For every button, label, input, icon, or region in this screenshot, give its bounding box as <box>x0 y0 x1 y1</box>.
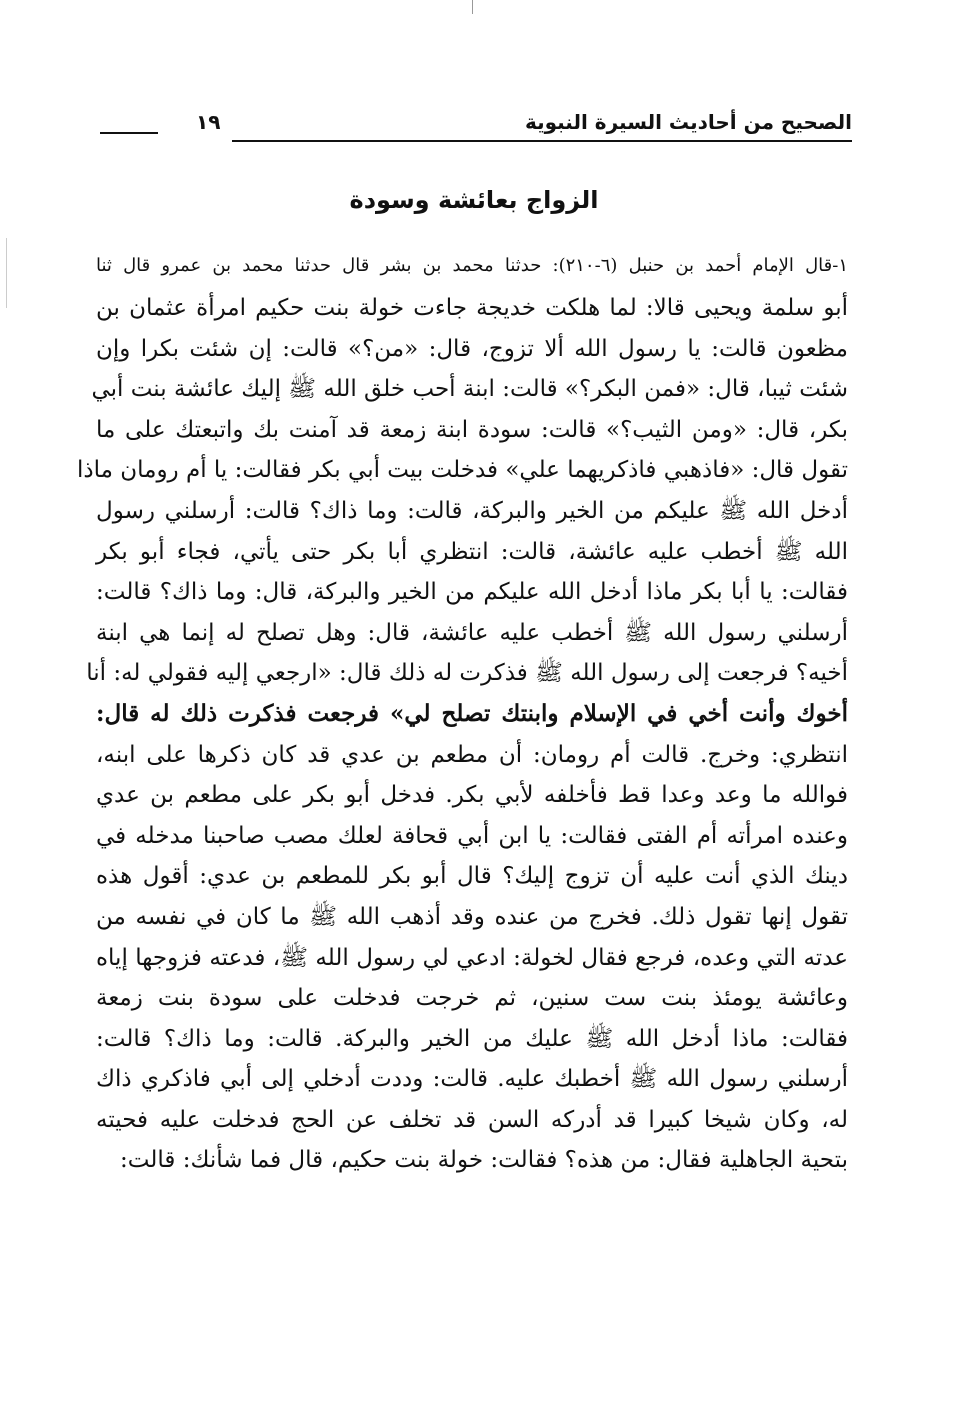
text-line: له، وكان شيخا كبيرا قد أدركه السن قد تخلف عن الحج فدخلت عليه فحيته <box>96 1106 848 1133</box>
text-line: أخوك وأنت أخي في الإسلام وابنتك تصلح لي» فرجعت فذكرت ذلك له قال: <box>96 699 848 727</box>
text-line: وعائشة يومئذ بنت ست سنين، ثم خرجت فدخلت على سودة بنت زمعة <box>96 985 848 1012</box>
text-line: أبو سلمة ويحيى قالا: لما هلكت خديجة جاءت خولة بنت حكيم امرأة عثمان بن <box>96 295 848 321</box>
text-line: تقول إنها تقول ذلك. فخرج من عنده وقد أذهب الله ﷺ ما كان في نفسه من <box>96 903 848 930</box>
page-number-rule <box>100 132 158 134</box>
header-rule <box>232 140 852 142</box>
page-header <box>96 106 852 146</box>
scan-top-mark <box>472 0 473 14</box>
text-line: فقالت: ماذا أدخل الله ﷺ عليك من الخير والبركة. قالت: وما ذاك؟ قالت: <box>96 1025 848 1052</box>
text-line: فوالله ما وعد وعدا قط فأخلفه لأبي بكر. فدخل أبو بكر على مطعم بن عدي <box>96 782 848 809</box>
text-line: بتحية الجاهلية فقال: من هذه؟ فقالت: خولة بنت حكيم، قال فما شأنك: قالت: <box>120 1147 848 1174</box>
body-text <box>76 244 848 1181</box>
text-line: شئت ثيبا، قال: «فمن البكر؟» قالت: ابنة أحب خلق الله ﷺ إليك عائشة بنت أبي <box>91 376 848 403</box>
text-line: أرسلني رسول الله ﷺ أخطبك عليه. قالت: وددت أدخلي إلى أبي فاذكري ذاك <box>96 1066 848 1093</box>
text-line: ١-قال الإمام أحمد بن حنبل (٦-٢١٠): حدثنا محمد بن بشر قال حدثنا محمد بن عمرو قال ثنا <box>96 255 848 276</box>
text-line: دينك الذي أنت عليه أن تزوج إليك؟ قال أبو بكر للمطعم بن عدي: أقول هذه <box>96 863 848 890</box>
text-line: تقول قال: «فاذهبي فاذكريهما علي» فدخلت بيت أبي بكر فقالت: يا أم رومان ماذا <box>76 457 848 484</box>
text-line: الله ﷺ أخطب عليه عائشة، قالت: انتظري أبا بكر حتى يأتي، فجاء أبو بكر <box>96 538 848 565</box>
text-line: أدخل الله ﷺ عليكم من الخير والبركة، قالت: وما ذاك؟ قالت: أرسلني رسول <box>96 497 848 524</box>
text-line: أخيه؟ فرجعت إلى رسول الله ﷺ فذكرت له ذلك قال: «ارجعي إليه فقولي له: أنا <box>86 660 848 687</box>
text-line: فقالت: يا أبا بكر ماذا أدخل الله عليكم من الخير والبركة، قال: وما ذاك؟ قالت: <box>96 579 848 606</box>
text-line: مظعون قالت: يا رسول الله ألا تزوج، قال: «من؟» قالت: إن شئت بكرا وإن <box>96 335 848 362</box>
text-line: عدته التي وعده، فرجع فقال لخولة: ادعي لي رسول الله ﷺ، فدعته فزوجها إياه <box>96 944 848 971</box>
text-line: أرسلني رسول الله ﷺ أخطب عليه عائشة، قال: وهل تصلح له إنما هي ابنة <box>96 619 848 646</box>
text-line: وعنده امرأته أم الفتى فقالت: يا ابن أبي قحافة لعلك مصب صاحبنا مدخله في <box>96 822 848 849</box>
text-line: انتظري: وخرج. قالت أم رومان: أن مطعم بن عدي قد كان ذكرها على ابنه، <box>96 741 848 768</box>
running-title: الصحيح من أحاديث السيرة النبوية <box>524 110 852 134</box>
page-number: ١٩ <box>196 110 221 134</box>
scan-side-mark <box>6 238 7 308</box>
chapter-title: الزواج بعائشة وسودة <box>349 186 599 214</box>
text-line: بكر، قال: «ومن الثيب؟» قالت: سودة ابنة زمعة قد آمنت بك واتبعتك على ما <box>96 416 848 443</box>
